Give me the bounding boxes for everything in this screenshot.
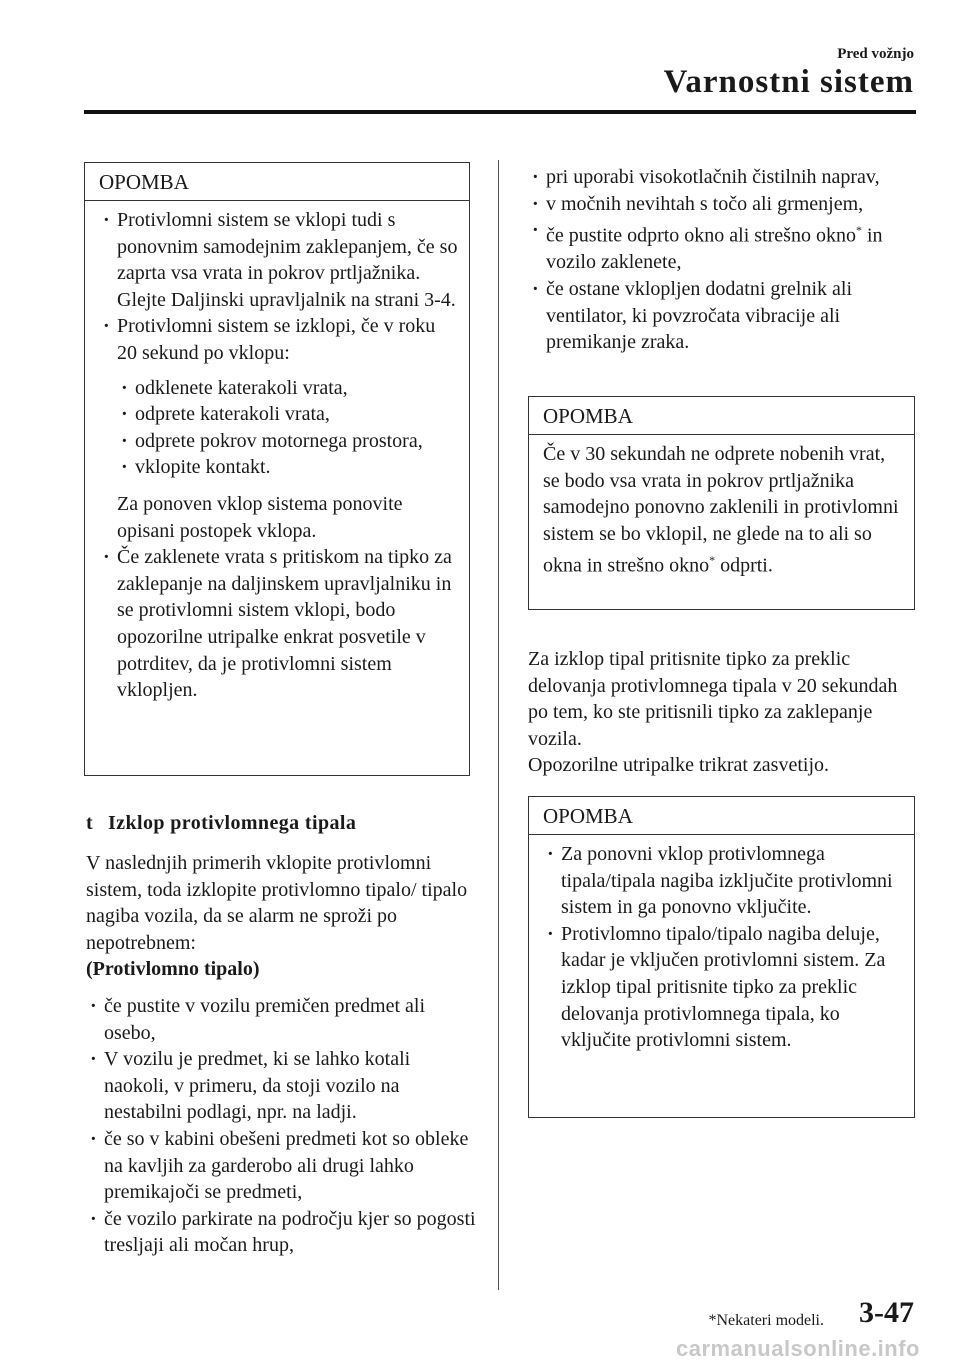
section-heading bbox=[86, 812, 356, 835]
item-text: in vozilo zaklenete, bbox=[546, 224, 883, 274]
list-item: · odprete pokrov motornega prostora, bbox=[117, 428, 459, 455]
list-item: · če vozilo parkirate na področju kjer so pogosti tresljaji ali močan hrup, bbox=[86, 1206, 478, 1259]
note-box-3 bbox=[528, 796, 915, 1118]
list-item: · če so v kabini obešeni predmeti kot so obleke na kavljih za garderobo ali drugi lahko premikajoči se predmeti, bbox=[86, 1126, 478, 1206]
note-heading: OPOMBA bbox=[85, 163, 469, 201]
note-body bbox=[85, 201, 469, 704]
note-heading: OPOMBA bbox=[529, 397, 914, 435]
section-marker: t bbox=[86, 812, 93, 834]
note-text: Če v 30 sekundah ne odprete nobenih vrat, se bodo vsa vrata in pokrov prtljažnika samodejno ponovno zaklenili in protivlomni sistem se bo vklopil, ne glede na to ali so okna in strešno okno bbox=[543, 443, 899, 578]
list-item: · Za ponovni vklop protivlomnega tipala/tipala nagiba izključite protivlomni sistem in ga ponovno vključite. bbox=[543, 841, 904, 921]
note-body bbox=[529, 435, 914, 580]
note-text: Za ponoven vklop sistema ponovite opisani postopek vklopa. bbox=[117, 492, 403, 542]
list-item: · odprete katerakoli vrata, bbox=[117, 401, 459, 428]
footnote-mark: * bbox=[855, 223, 862, 238]
list-item: · v močnih nevihtah s točo ali grmenjem, bbox=[528, 191, 908, 218]
column-divider bbox=[498, 160, 499, 1290]
right-paragraph bbox=[528, 646, 912, 779]
subheading: (Protivlomno tipalo) bbox=[86, 958, 260, 981]
list-item: · Protivlomni sistem se vklopi tudi s ponovnim samodejnim zaklepanjem, če so zaprta vsa vrata in pokrov prtljažnika. Glejte Daljinski upravljalnik na strani 3-4. bbox=[99, 207, 459, 313]
sub-list bbox=[117, 375, 459, 481]
bullet-list bbox=[528, 164, 908, 356]
paragraph: Opozorilne utripalke trikrat zasvetijo. bbox=[528, 754, 830, 777]
list-item: · če ostane vklopljen dodatni grelnik ali ventilator, ki povzročata vibracije ali premikanje zraka. bbox=[528, 276, 908, 356]
paragraph: V naslednjih primerih vklopite protivlomni sistem, toda izklopite protivlomno tipalo/ tipalo nagiba vozila, da se alarm ne sproži po nepotrebnem: bbox=[86, 852, 468, 954]
note-list bbox=[99, 544, 459, 704]
list-item: · vklopite kontakt. bbox=[117, 454, 459, 481]
footnote: *Nekateri modeli. bbox=[708, 1312, 824, 1329]
note-list bbox=[543, 841, 904, 1054]
paragraph: Za izklop tipal pritisnite tipko za preklic delovanja protivlomnega tipala v 20 sekundah po tem, ko ste pritisnili tipko za zaklepanje vozila. bbox=[528, 648, 898, 750]
note-body bbox=[529, 835, 914, 1054]
footnote-mark: * bbox=[709, 553, 716, 568]
list-item bbox=[528, 217, 908, 276]
right-bullets bbox=[528, 164, 908, 356]
section-title: Izklop protivlomnega tipala bbox=[108, 812, 357, 834]
bullet-list bbox=[86, 993, 478, 1259]
list-item: · odklenete katerakoli vrata, bbox=[117, 375, 459, 402]
watermark: carmanualsonline.info bbox=[676, 1336, 920, 1361]
item-text: če pustite odprto okno ali strešno okno bbox=[546, 224, 856, 247]
note-heading: OPOMBA bbox=[529, 797, 914, 835]
list-item: · če pustite v vozilu premičen predmet ali osebo, bbox=[86, 993, 478, 1046]
note-box-1 bbox=[84, 162, 470, 776]
list-item: · Če zaklenete vrata s pritiskom na tipko za zaklepanje na daljinskem upravljalniku in se protivlomni sistem vklopi, bodo opozorilne utripalke enkrat posvetile v potrditev, da je protivlomni sistem vklopljen. bbox=[99, 544, 459, 704]
section-body bbox=[86, 850, 478, 1259]
page-title: Varnostni sistem bbox=[663, 64, 914, 100]
list-item: · V vozilu je predmet, ki se lahko kotali naokoli, v primeru, da stoji vozilo na nestabilni podlagi, npr. na ladji. bbox=[86, 1046, 478, 1126]
note-list bbox=[99, 207, 459, 367]
note-box-2 bbox=[528, 396, 915, 610]
list-item: · Protivlomno tipalo/tipalo nagiba deluje, kadar je vključen protivlomni sistem. Za izklop tipal pritisnite tipko za preklic delovanja protivlomnega tipala, ko vključite protivlomni sistem. bbox=[543, 921, 904, 1054]
sub-list-wrap bbox=[99, 375, 459, 481]
header-section: Pred vožnjo bbox=[837, 46, 914, 62]
page-number: 3-47 bbox=[859, 1296, 914, 1329]
list-item: · pri uporabi visokotlačnih čistilnih naprav, bbox=[528, 164, 908, 191]
list-item: · Protivlomni sistem se izklopi, če v roku 20 sekund po vklopu: bbox=[99, 313, 459, 366]
header-rule bbox=[84, 110, 916, 114]
note-text: odprti. bbox=[715, 555, 773, 578]
